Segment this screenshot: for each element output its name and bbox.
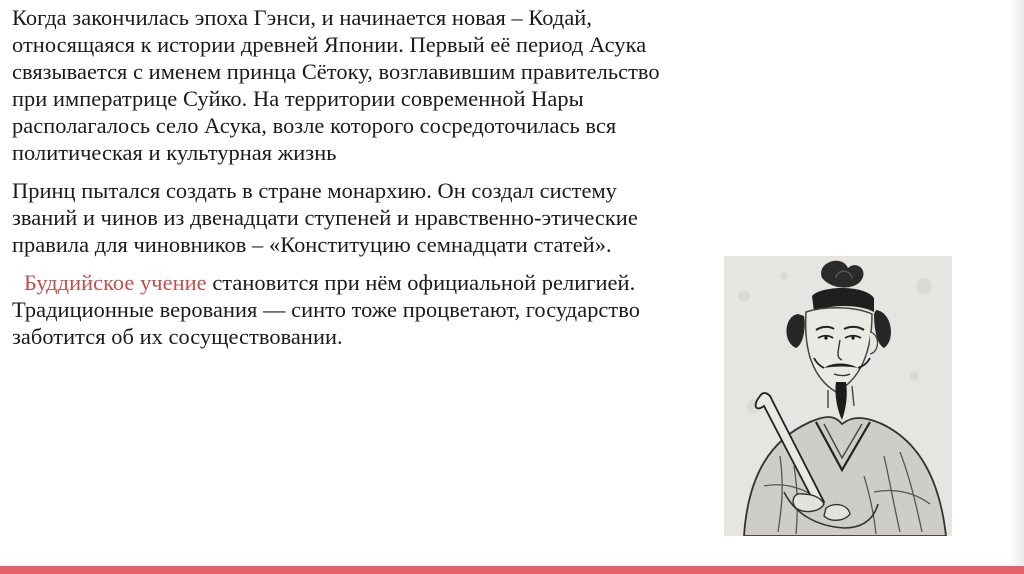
paragraph-asuka-period: Когда закончилась эпоха Гэнси, и начинается новая – Кодай, относящаяся к истории древней Японии. Первый её период Асука связывается с именем принца Сётоку, возглавившим правительство при императрице Суйко. На территории современной Нары располагалось село Асука, возле которого сосредоточилась вся политическая и культурная жизнь	[12, 5, 660, 165]
buddhism-paragraph-rest: становится при нём официальной религией. Традиционные верования — синто тоже процветают, государство заботится об их сосуществовании.	[12, 270, 640, 349]
slide-right-edge	[1010, 0, 1024, 566]
buddhism-highlight: Буддийское учение	[24, 270, 207, 295]
bottom-accent-bar	[0, 566, 1024, 574]
slide-text-block	[12, 4, 672, 350]
portrait-prince-shotoku-icon	[724, 256, 952, 536]
portrait-image	[724, 256, 952, 536]
paragraph-monarchy: Принц пытался создать в стране монархию. Он создал систему званий и чинов из двенадцати ступеней и нравственно-этические правила для чиновников – «Конституцию семнадцати статей».	[12, 178, 638, 257]
paragraph-buddhism	[12, 269, 672, 350]
